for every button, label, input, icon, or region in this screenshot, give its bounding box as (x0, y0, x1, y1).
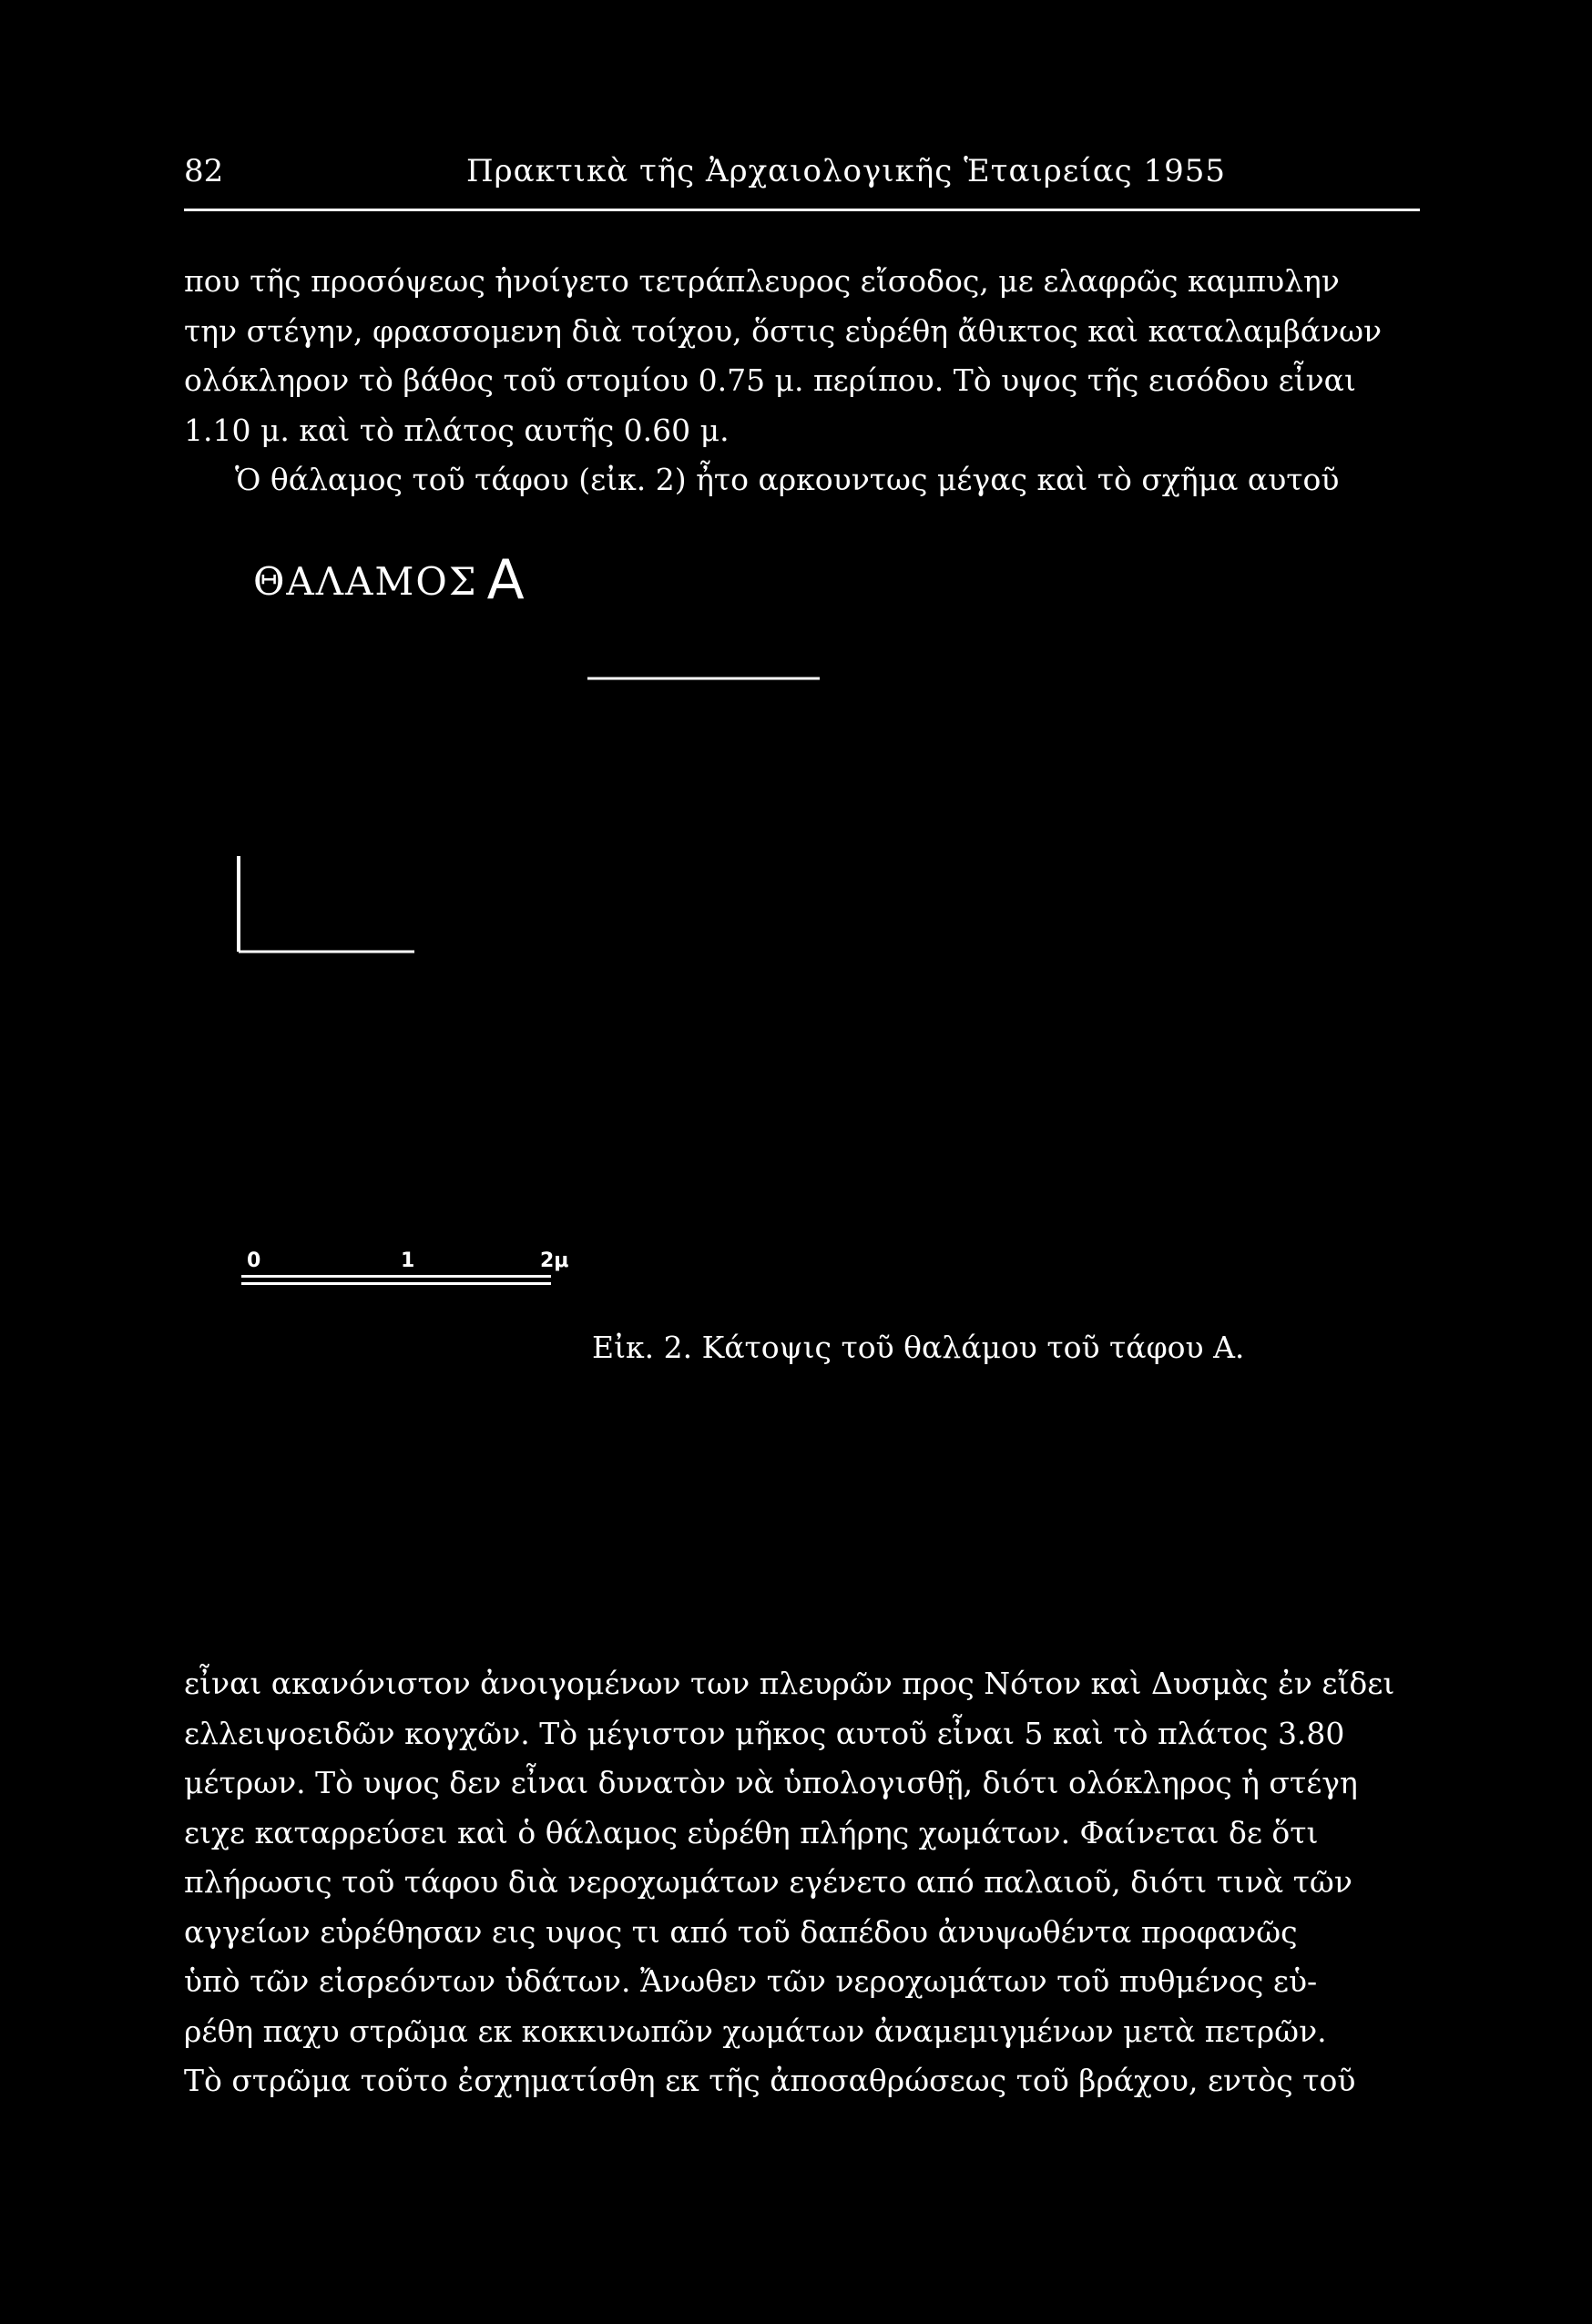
text-line: αγγείων εὑρέθησαν εις υψος τι από τοῦ δαπέδου ἀνυψωθέντα προφανῶς (184, 1913, 1298, 1950)
scale-label-0: 0 (247, 1249, 261, 1272)
running-title: Πρακτικὰ τῆς Ἀρχαιολογικῆς Ἑταιρείας 1955 (466, 153, 1227, 189)
text-line: Ὁ θάλαμος τοῦ τάφου (εἰκ. 2) ἦτο αρκουντως μέγας καὶ τὸ σχῆμα αυτοῦ (235, 462, 1340, 497)
scale-label-1: 1 (401, 1249, 415, 1272)
text-line: ειχε καταρρεύσει καὶ ὁ θάλαμος εὑρέθη πλήρης χωμάτων. Φαίνεται δε ὅτι (184, 1814, 1319, 1850)
text-line: πλήρωσις τοῦ τάφου διὰ νεροχωμάτων εγένετο από παλαιοῦ, διότι τινὰ τῶν (184, 1864, 1352, 1900)
text-line: εἶναι ακανόνιστον ἀνοιγομένων των πλευρῶν προς Νότον καὶ Δυσμὰς ἐν εἴδει (184, 1666, 1395, 1701)
text-line: ολόκληρον τὸ βάθος τοῦ στομίου 0.75 μ. περίπου. Τὸ υψος τῆς εισόδου εἶναι (184, 362, 1356, 398)
page-header (184, 153, 1420, 208)
text-line: ρέθη παχυ στρῶμα εκ κοκκινωπῶν χωμάτων ἀναμεμιγμένων μετὰ πετρῶν. (184, 2013, 1327, 2049)
text-line: Τὸ στρῶμα τοῦτο ἐσχηματίσθη εκ τῆς ἀποσαθρώσεως τοῦ βράχου, εντὸς τοῦ (184, 2063, 1356, 2098)
text-line: 1.10 μ. καὶ τὸ πλάτος αυτῆς 0.60 μ. (184, 412, 730, 448)
page-number: 82 (184, 153, 224, 189)
text-line: ὑπὸ τῶν εἰσρεόντων ὑδάτων. Ἄνωθεν τῶν νεροχωμάτων τοῦ πυθμένος εὑ- (184, 1963, 1318, 1999)
text-line: την στέγην, φρασσομενη διὰ τοίχου, ὅστις εὑρέθη ἄθικτος καὶ καταλαμβάνων (184, 312, 1383, 349)
text-line: ελλειψοειδῶν κογχῶν. Τὸ μέγιστον μῆκος αυτοῦ εἶναι 5 καὶ τὸ πλάτος 3.80 (184, 1715, 1345, 1751)
paragraph-bottom (184, 1659, 1420, 2106)
paragraph-top (184, 257, 1420, 505)
figure-caption: Εἰκ. 2. Κάτοψις τοῦ θαλάμου τοῦ τάφου Α. (592, 1330, 1245, 1365)
figure-title-text: ΘΑΛΑΜΟΣ (253, 559, 478, 604)
header-rule (184, 209, 1420, 211)
figure-title (253, 545, 525, 612)
scale-label-2: 2μ (540, 1249, 569, 1272)
figure-title-letter: Α (486, 548, 525, 612)
text-line: μέτρων. Τὸ υψος δεν εἶναι δυνατὸν νὰ ὑπολογισθῇ, διότι ολόκληρος ἡ στέγη (184, 1765, 1358, 1800)
text-line: που τῆς προσόψεως ἠνοίγετο τετράπλευρος εἴσοδος, με ελαφρῶς καμπυλην (184, 263, 1340, 299)
scale-bar (241, 1249, 587, 1304)
scale-bar-lines (241, 1275, 551, 1289)
